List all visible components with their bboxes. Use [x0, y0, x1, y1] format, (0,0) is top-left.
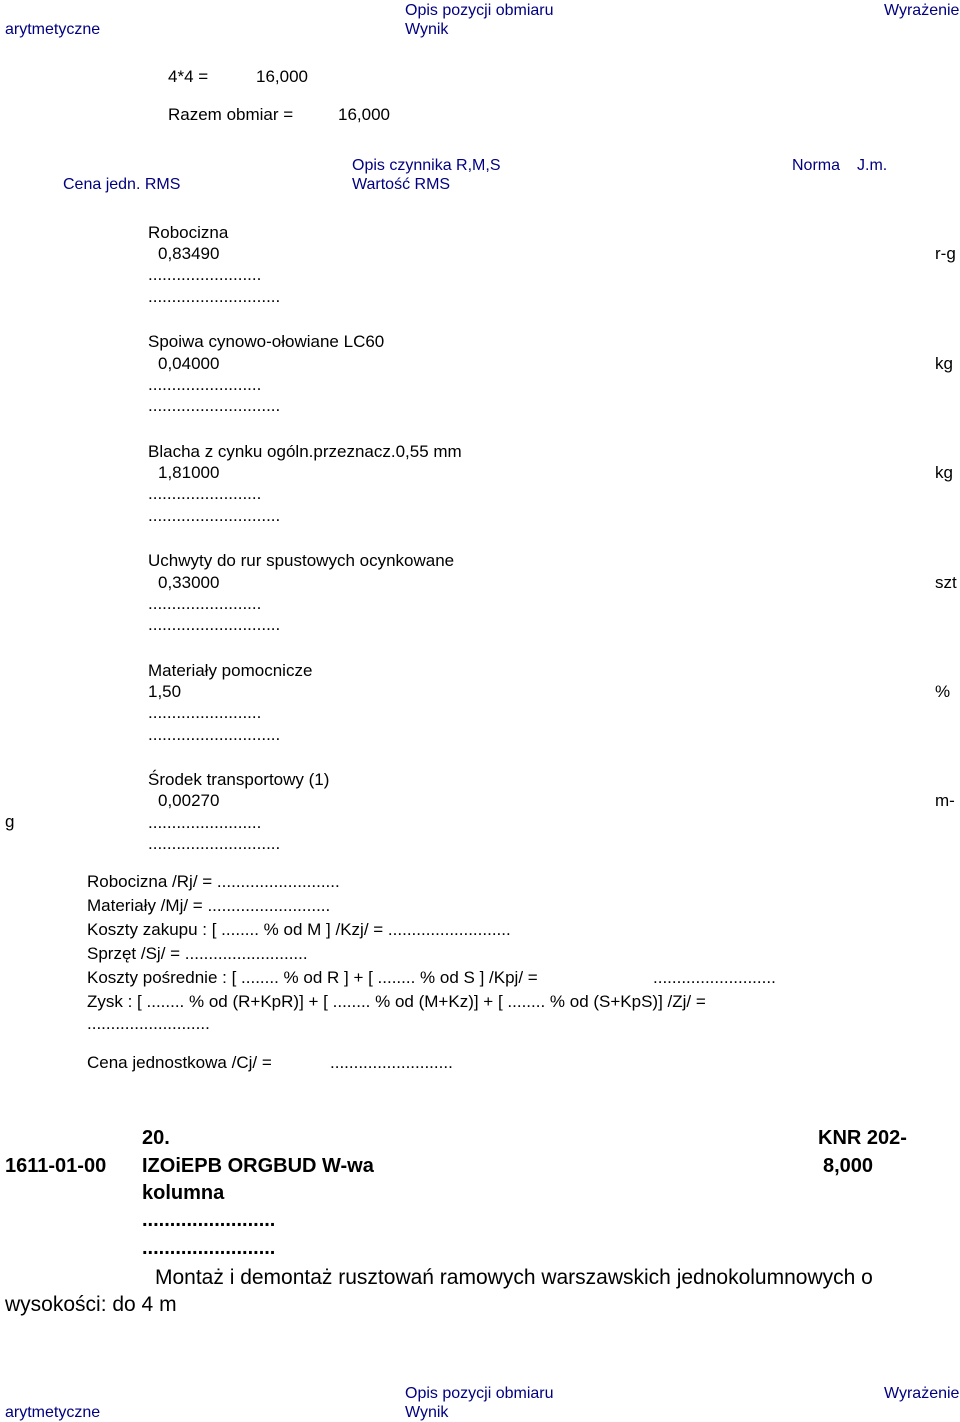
- rms-header-unit-price: Cena jedn. RMS: [63, 176, 181, 193]
- header-bottom-result: Wynik: [405, 1404, 449, 1421]
- factor-value-dots: ............................: [148, 287, 281, 306]
- factor-unit-price-dots: ........................: [148, 265, 262, 284]
- header-bottom-desc: Opis pozycji obmiaru: [405, 1385, 554, 1402]
- summary-indirect-costs: Koszty pośrednie : [ ........ % od R ] + [ ........ % od S ] /Kpj/ =: [87, 968, 538, 987]
- rms-header-value: Wartość RMS: [352, 176, 451, 193]
- summary-materials: Materiały /Mj/ = ..........................: [87, 896, 331, 915]
- header-top-result: Wynik: [405, 21, 449, 38]
- factor-unit: m-: [935, 791, 955, 810]
- factor-name: Blacha z cynku ogóln.przeznacz.0,55 mm: [148, 442, 462, 461]
- factor-unit-price-dots: ........................: [148, 813, 262, 832]
- factor-value-dots: ............................: [148, 506, 281, 525]
- header-top-arithmetic: arytmetyczne: [5, 21, 101, 38]
- factor-unit-price-dots: ........................: [148, 375, 262, 394]
- factor-name: Środek transportowy (1): [148, 770, 330, 789]
- position-organization: IZOiEPB ORGBUD W-wa: [142, 1155, 374, 1177]
- factor-name: Uchwyty do rur spustowych ocynkowane: [148, 551, 455, 570]
- position-description-line2: wysokości: do 4 m: [5, 1293, 177, 1316]
- factor-norm: 1,50: [148, 682, 182, 701]
- position-value-dots: ........................: [142, 1237, 276, 1259]
- summary-unit-price-dots: ..........................: [330, 1053, 453, 1072]
- obmiar-total-label: Razem obmiar =: [168, 105, 294, 124]
- obmiar-expression: 4*4 =: [168, 67, 209, 86]
- factor-unit: szt: [935, 573, 957, 592]
- summary-unit-price-label: Cena jednostkowa /Cj/ =: [87, 1053, 272, 1072]
- factor-unit-price-dots: ........................: [148, 594, 262, 613]
- summary-indirect-costs-dots: ..........................: [653, 968, 776, 987]
- rms-header-desc: Opis czynnika R,M,S: [352, 157, 501, 174]
- position-number: 20.: [142, 1127, 170, 1149]
- factor-norm: 0,33000: [158, 573, 220, 592]
- summary-profit-dots: ..........................: [87, 1014, 210, 1033]
- factor-name: Robocizna: [148, 223, 229, 242]
- factor-name: Materiały pomocnicze: [148, 661, 313, 680]
- factor-unit-price-dots: ........................: [148, 703, 262, 722]
- obmiar-total-value: 16,000: [338, 105, 390, 124]
- factor-norm: 1,81000: [158, 463, 220, 482]
- header-top-expression: Wyrażenie: [884, 2, 960, 19]
- factor-value-dots: ............................: [148, 725, 281, 744]
- factor-name: Spoiwa cynowo-ołowiane LC60: [148, 332, 385, 351]
- header-bottom-arithmetic: arytmetyczne: [5, 1404, 101, 1421]
- factor-norm: 0,04000: [158, 354, 220, 373]
- position-quantity: 8,000: [823, 1155, 874, 1177]
- summary-profit: Zysk : [ ........ % od (R+KpR)] + [ ........ % od (M+Kz)] + [ ........ % od (S+KpS)] /Zj/ =: [87, 992, 706, 1011]
- factor-value-dots: ............................: [148, 834, 281, 853]
- factor-unit-price-dots: ........................: [148, 484, 262, 503]
- position-description-line1: Montaż i demontaż rusztowań ramowych warszawskich jednokolumnowych o: [155, 1266, 873, 1289]
- summary-labour: Robocizna /Rj/ = ..........................: [87, 872, 340, 891]
- position-code: 1611-01-00: [5, 1155, 107, 1177]
- factor-unit: r-g: [935, 244, 956, 263]
- factor-value-dots: ............................: [148, 396, 281, 415]
- factor-value-dots: ............................: [148, 615, 281, 634]
- summary-purchase-costs: Koszty zakupu : [ ........ % od M ] /Kzj/ = ..........................: [87, 920, 511, 939]
- position-knr: KNR 202-: [818, 1127, 907, 1149]
- header-bottom-expression: Wyrażenie: [884, 1385, 960, 1402]
- header-top-desc: Opis pozycji obmiaru: [405, 2, 554, 19]
- factor-unit-continued: g: [5, 812, 15, 831]
- factor-unit: kg: [935, 354, 953, 373]
- rms-header-jm: J.m.: [857, 157, 888, 174]
- factor-unit: %: [935, 682, 951, 701]
- factor-norm: 0,00270: [158, 791, 220, 810]
- factor-unit: kg: [935, 463, 953, 482]
- rms-header-norma: Norma: [792, 157, 841, 174]
- position-unit: kolumna: [142, 1182, 225, 1204]
- summary-equipment: Sprzęt /Sj/ = ..........................: [87, 944, 308, 963]
- obmiar-expression-value: 16,000: [256, 67, 308, 86]
- factor-norm: 0,83490: [158, 244, 220, 263]
- position-unit-price-dots: ........................: [142, 1209, 276, 1231]
